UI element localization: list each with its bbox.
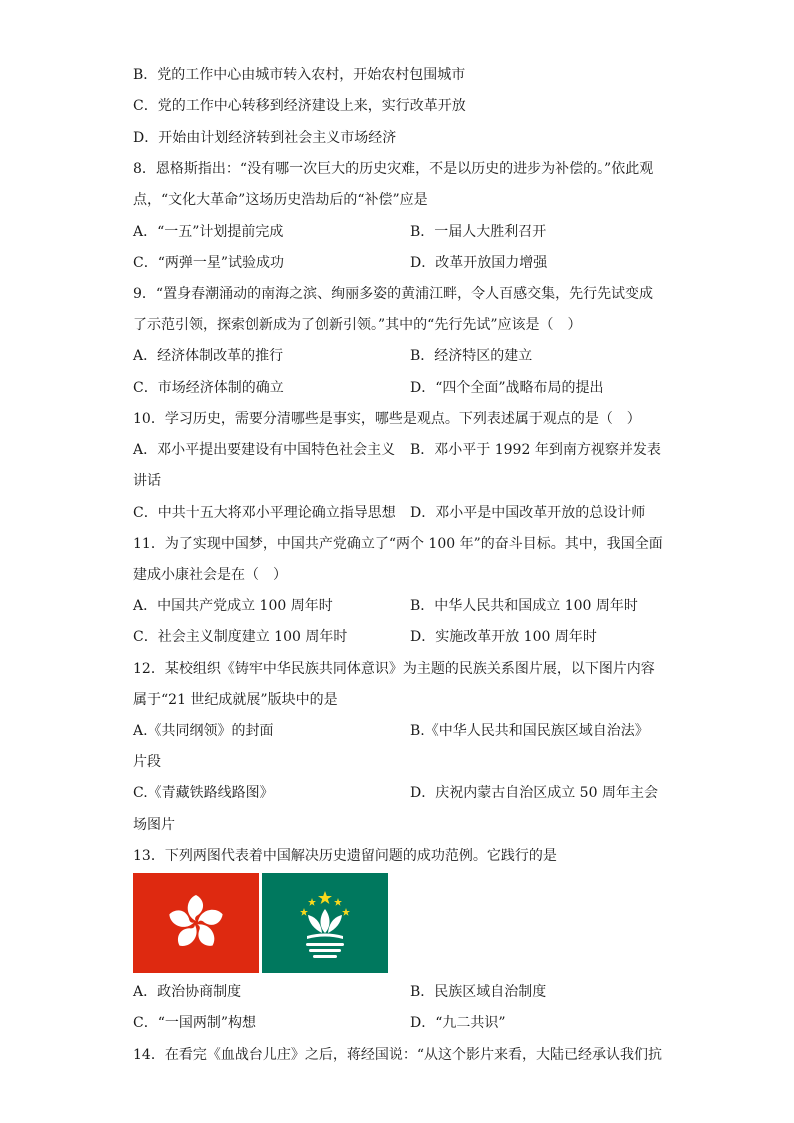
q9-option-c: C．市场经济体制的确立 [133,380,284,396]
q10-stem: 10．学习历史，需要分清哪些是事实，哪些是观点。下列表述属于观点的是（ ） [133,411,641,427]
q8-stem-line2: 点，“文化大革命”这场历史浩劫后的“补偿”应是 [133,192,428,208]
q12-stem-line2: 属于“21 世纪成就展”版块中的是 [133,692,338,708]
q12-option-b-continued: 片段 [133,754,161,770]
q11-option-d: D．实施改革开放 100 周年时 [410,629,597,645]
q11-stem-line1: 11．为了实现中国梦，中国共产党确立了“两个 100 年”的奋斗目标。其中，我国全面 [133,536,663,552]
q8-option-b: B．一届人大胜利召开 [410,224,547,240]
q9-option-a: A．经济体制改革的推行 [133,348,284,364]
q9-stem-line2: 了示范引领，探索创新成为了创新引领。”其中的“先行先试”应该是（ ） [133,317,582,333]
q11-option-b: B．中华人民共和国成立 100 周年时 [410,598,638,614]
q10-option-a: A．邓小平提出要建设有中国特色社会主义 [133,442,396,458]
q12-option-d: D．庆祝内蒙古自治区成立 50 周年主会 [410,785,658,801]
q13-option-d: D．“九二共识” [410,1015,506,1031]
q14-stem-line1: 14．在看完《血战台儿庄》之后，蒋经国说：“从这个影片来看，大陆已经承认我们抗 [133,1047,662,1063]
q8-option-a: A．“一五”计划提前完成 [133,224,284,240]
q8-option-c: C．“两弹一星”试验成功 [133,255,285,271]
q13-stem: 13．下列两图代表着中国解决历史遗留问题的成功范例。它践行的是 [133,848,557,864]
q12-option-b: B.《中华人民共和国民族区域自治法》 [410,723,649,739]
q10-option-b: B．邓小平于 1992 年到南方视察并发表 [410,442,661,458]
q12-option-c: C.《青藏铁路线路图》 [133,785,274,801]
q10-option-d: D．邓小平是中国改革开放的总设计师 [410,505,646,521]
q7-option-c: C．党的工作中心转移到经济建设上来，实行改革开放 [133,98,466,114]
q13-option-c: C．“一国两制”构想 [133,1015,257,1031]
hong-kong-flag-background [133,873,259,973]
q7-option-b: B．党的工作中心由城市转入农村，开始农村包围城市 [133,67,466,83]
q13-option-a: A．政治协商制度 [133,984,242,1000]
q9-stem-line1: 9．“置身春潮涌动的南海之滨、绚丽多姿的黄浦江畔，令人百感交集，先行先试变成 [133,286,654,302]
q11-stem-line2: 建成小康社会是在（ ） [133,567,287,583]
q13-option-b: B．民族区域自治制度 [410,984,547,1000]
q8-stem-line1: 8．恩格斯指出：“没有哪一次巨大的历史灾难，不是以历史的进步为补偿的。”依此观 [133,161,654,177]
q8-option-d: D．改革开放国力增强 [410,255,548,271]
q12-option-a: A.《共同纲领》的封面 [133,723,274,739]
q10-option-c: C．中共十五大将邓小平理论确立指导思想 [133,505,396,521]
hong-kong-flag-image [133,873,259,973]
q9-option-b: B．经济特区的建立 [410,348,533,364]
q9-option-d: D．“四个全面”战略布局的提出 [410,380,604,396]
q10-option-b-continued: 讲话 [133,473,161,489]
q12-stem-line1: 12．某校组织《铸牢中华民族共同体意识》为主题的民族关系图片展，以下图片内容 [133,661,655,677]
q11-option-c: C．社会主义制度建立 100 周年时 [133,629,348,645]
q12-option-d-continued: 场图片 [133,817,175,833]
macau-flag-image [262,873,388,973]
q11-option-a: A．中国共产党成立 100 周年时 [133,598,333,614]
q7-option-d: D．开始由计划经济转到社会主义市场经济 [133,130,397,146]
